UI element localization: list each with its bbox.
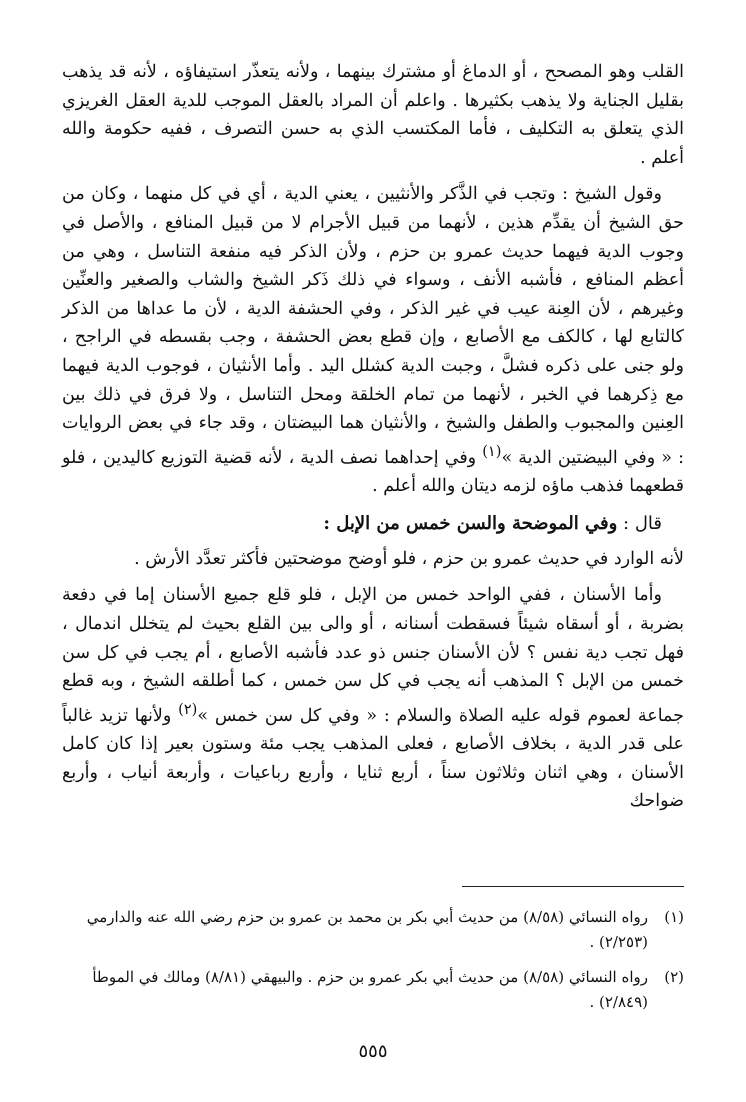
heading-lead: قال : xyxy=(617,512,662,534)
footnote-2 xyxy=(62,965,684,1015)
paragraph-text: لأنه الوارد في حديث عمرو بن حزم ، فلو أوضح موضحتين فأكثر تعدَّد الأرش . xyxy=(134,548,684,569)
paragraph-teeth xyxy=(62,581,684,816)
footnote-text: رواه النسائي (٨/٥٨) من حديث أبي بكر بن محمد بن عمرو بن حزم رضي الله عنه والدارمي (٢/٢٥٣) . xyxy=(86,908,648,951)
page-body xyxy=(62,58,684,824)
paragraph-text-continued: وفي إحداهما نصف الدية ، لأنه قضية التوزيع كاليدين ، فلو قطعهما فذهب ماؤه لزمه ديتان والله أعلم . xyxy=(62,447,684,497)
paragraph-genitals xyxy=(62,180,684,500)
page-number: ٥٥٥ xyxy=(358,1041,388,1062)
paragraph-intellect xyxy=(62,58,684,172)
heading-text: وفي الموضحة والسن خمس من الإبل : xyxy=(323,512,618,534)
footnotes xyxy=(62,905,684,1025)
footnote-text: رواه النسائي (٨/٥٨) من حديث أبي بكر عمرو بن حزم . والبيهقي (٨/٨١) ومالك في الموطأ (٢/٨٤٩) . xyxy=(92,968,648,1011)
section-heading xyxy=(62,509,684,539)
paragraph-text-continued: ولأنها تزيد غالباً على قدر الدية ، بخلاف الأصابع ، فعلى المذهب يجب مئة وستون بعير إذا كان كامل الأسنان ، وهي اثنان وثلاثون سناً ، أربع ثنايا ، وأربع رباعيات ، وأربعة أنياب ، وأربع ضواحك xyxy=(62,705,684,812)
footnote-ref-1[interactable]: (١) xyxy=(482,442,502,460)
footnote-separator xyxy=(462,886,684,887)
footnote-number: (١) xyxy=(664,908,684,926)
paragraph-text: وأما الأسنان ، ففي الواحد خمس من الإبل ، فلو قلع جميع الأسنان إما في دفعة بضربة ، أو أسقاه شيئاً فسقطت أسنانه ، أو والى بين القلع بحيث لم يتخلل اندمال ، فهل تجب دية نفس ؟ لأن الأسنان جنس ذو عدد فأشبه الأصابع ، أم يجب في كل سن خمس من الإبل ؟ المذهب أنه يجب في كل سن خمس ، كما أطلقه الشيخ ، وبه قطع جماعة لعموم قوله عليه الصلاة والسلام : « وفي كل سن خمس » xyxy=(62,585,684,726)
paragraph-mudiha xyxy=(62,545,684,574)
paragraph-text: وقول الشيخ : وتجب في الذَّكر والأنثيين ، يعني الدية ، أي في كل منهما ، وكان من حق الشيخ أن يقدِّم هذين ، لأنهما من قبيل الأجرام لا من قبيل المنافع ، والأصل في وجوب الدية فيهما حديث عمرو بن حزم ، ولأن الذكر فيه منفعة التناسل ، وهي من أعظم المنافع ، فأشبه الأنف ، وسواء في ذلك ذَكر الشيخ والشاب والصغير والعنِّين وغيرهم ، لأن العِنة عيب في غير الذكر ، وفي الحشفة الدية ، لأن ما عداها من الذكر كالتابع لها ، كالكف مع الأصابع ، وإن قطع بعض الحشفة ، وجب بقسطه في الراجح ، ولو جنى على ذكره فشلَّ ، وجبت الدية كشلل اليد . وأما الأنثيان ، فوجوب الدية فيهما مع ذِكرهما في الخبر ، لأنهما من تمام الخلقة ومحل التناسل ، ولا فرق في ذلك بين العِنين والمجبوب والطفل والشيخ ، والأنثيان هما البيضتان ، وقد جاء في بعض الروايات : « وفي البيضتين الدية » xyxy=(62,184,684,468)
paragraph-text: القلب وهو المصحح ، أو الدماغ أو مشترك بينهما ، ولأنه يتعذّر استيفاؤه ، لأنه قد يذهب بقليل الجناية ولا يذهب بكثيرها . واعلم أن المراد بالعقل الموجب للدية العقل الغريزي الذي يتعلق به التكليف ، فأما المكتسب الذي به حسن التصرف ، ففيه حكومة والله أعلم . xyxy=(62,62,684,168)
footnote-1 xyxy=(62,905,684,955)
footnote-ref-2[interactable]: (٢) xyxy=(178,700,198,718)
footnote-number: (٢) xyxy=(664,968,684,986)
